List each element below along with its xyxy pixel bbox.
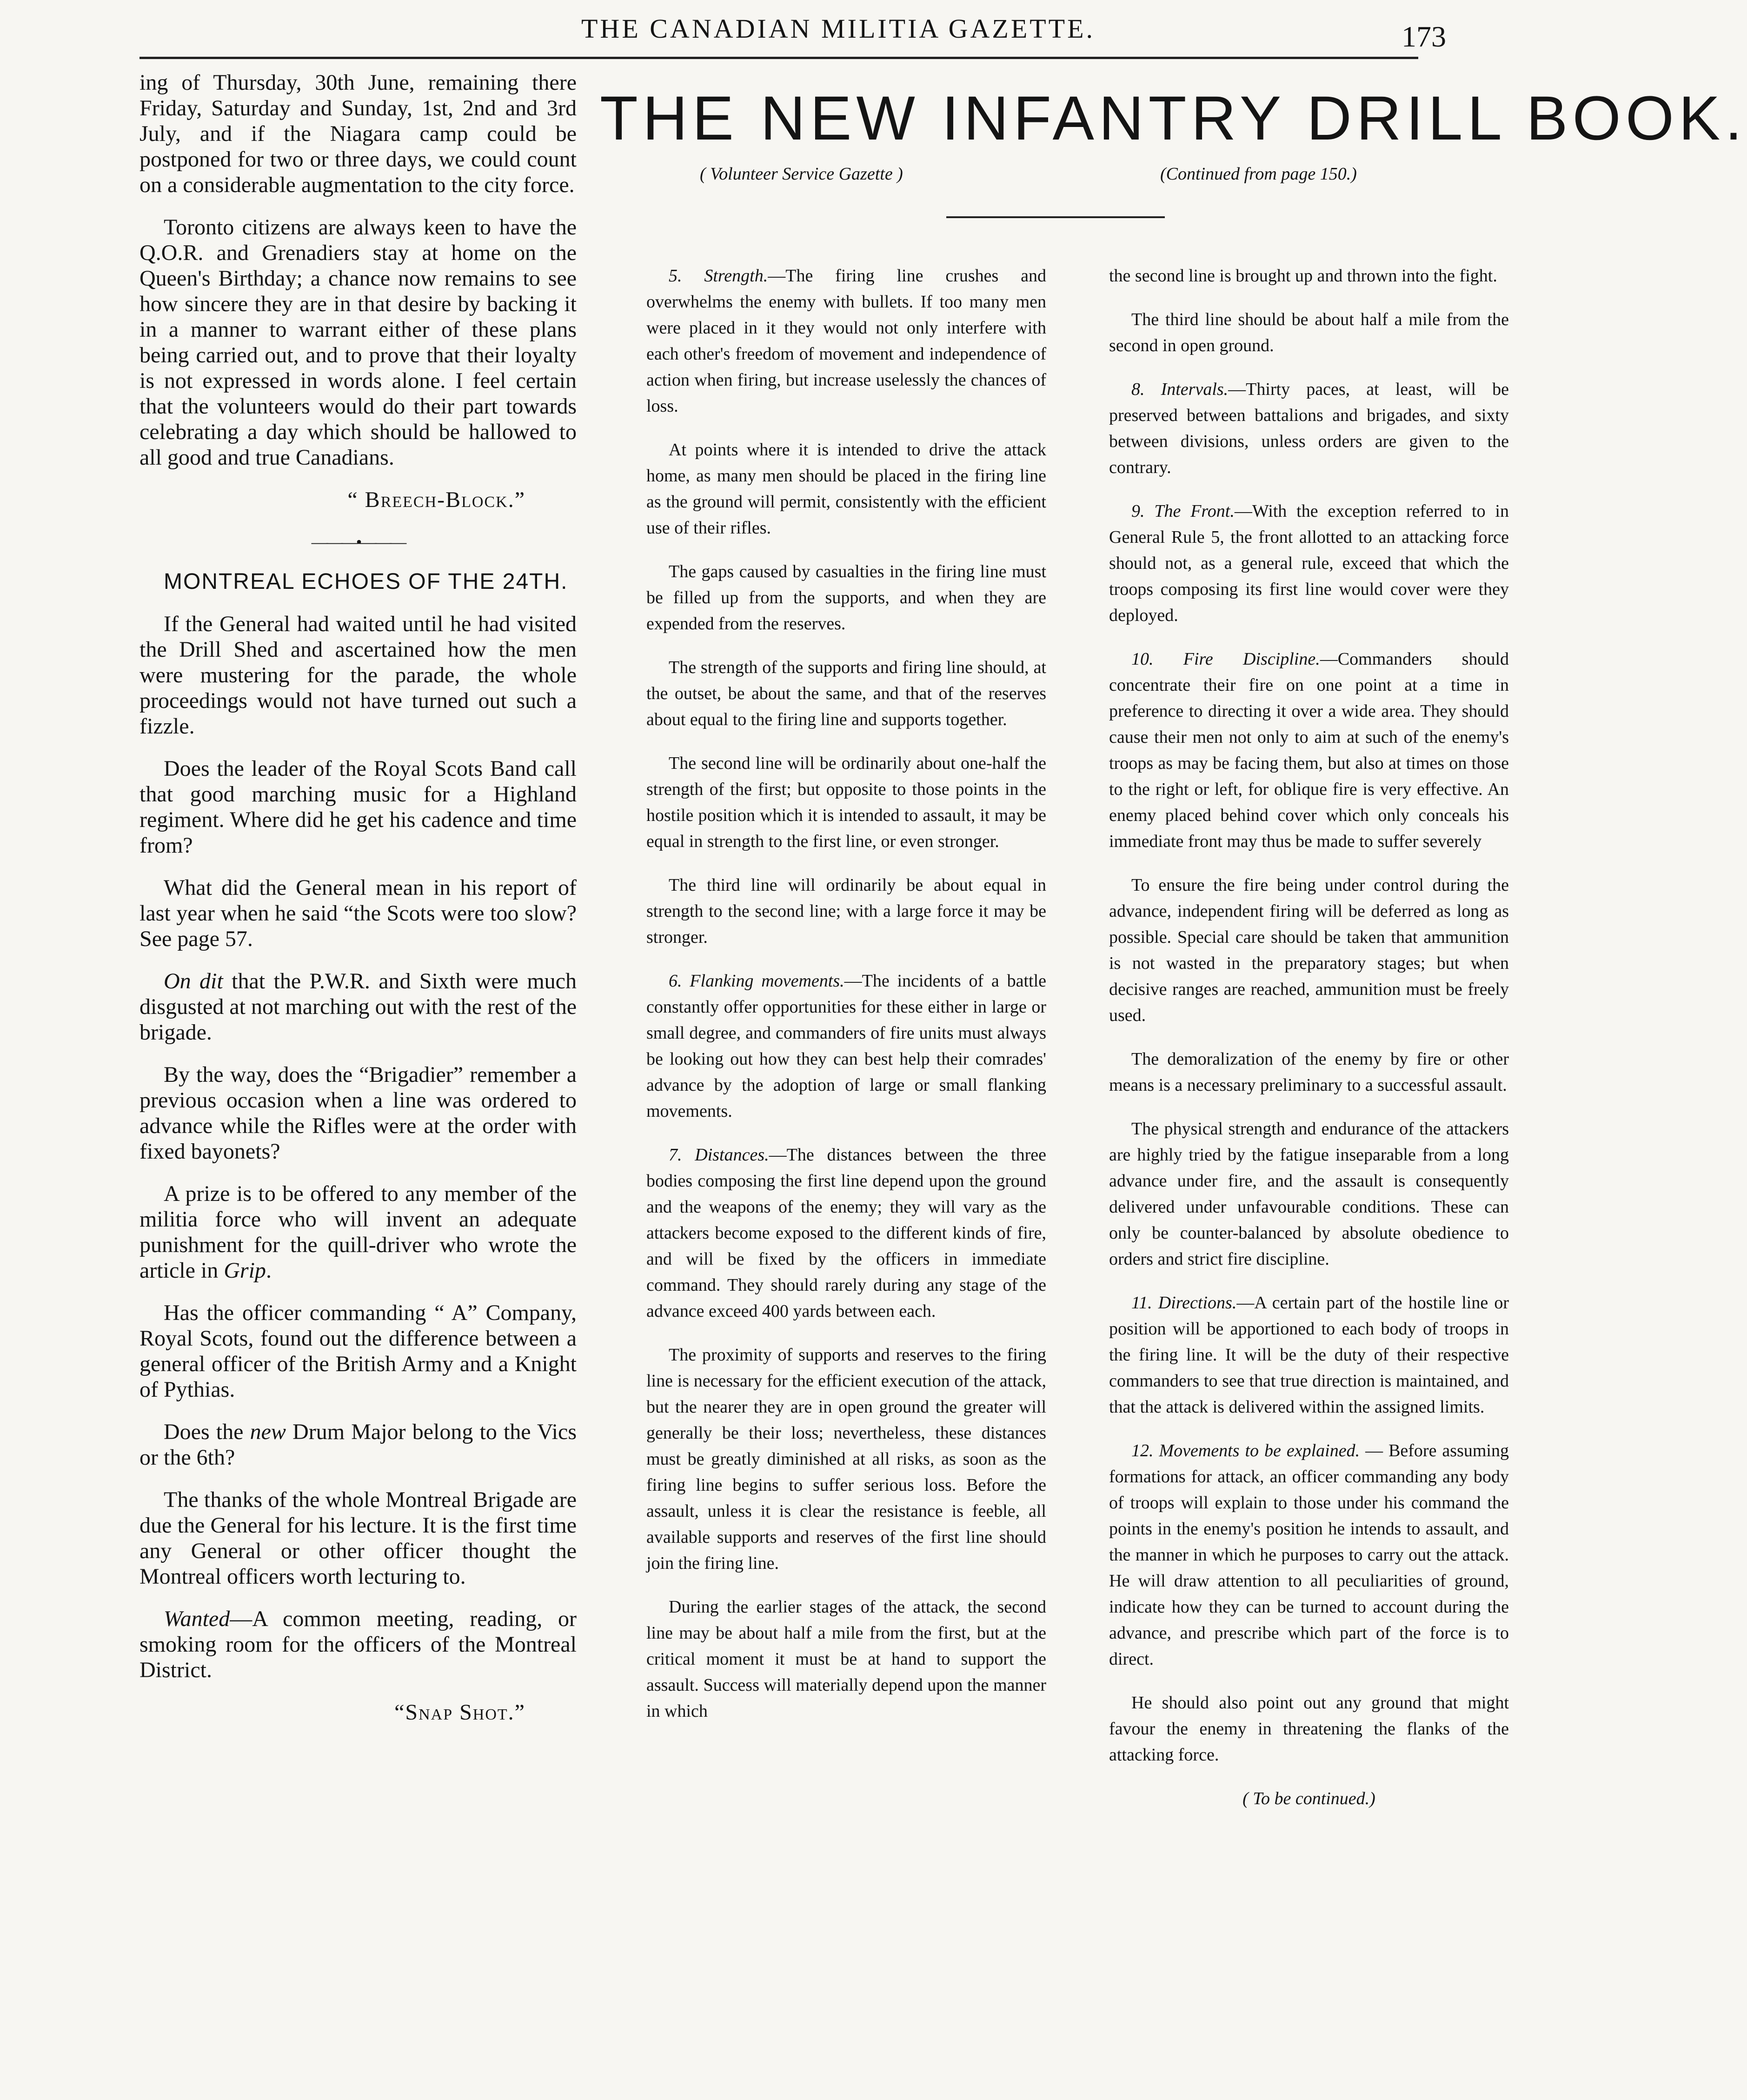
article-paragraph xyxy=(646,437,1046,541)
paragraph-heading: 7. Distances. xyxy=(669,1145,769,1165)
paragraph-text: —The firing line crushes and overwhelms the enemy with bullets. If too many men were placed in it they would not only interfere with each other's freedom of movement and independence of action when firing, but increase uselessly the chances of loss. xyxy=(646,266,1047,416)
paragraph xyxy=(139,968,577,1045)
paragraph xyxy=(139,1181,577,1283)
paragraph: What did the General mean in his report of last year when he said “the Scots were too slow? See page 57. xyxy=(139,875,577,951)
paragraph-heading: 11. Directions. xyxy=(1131,1293,1237,1313)
article-paragraph xyxy=(1109,1046,1509,1098)
to-be-continued: ( To be continued.) xyxy=(1242,1789,1375,1808)
article-column-1 xyxy=(646,263,1046,1742)
grip-title: Grip xyxy=(224,1258,266,1283)
ondit-lead: On dit xyxy=(164,969,223,993)
paragraph: Does the leader of the Royal Scots Band call that good marching music for a Highland regiment. Where did he get his cadence and time from? xyxy=(139,756,577,858)
signature: “Snap Shot.” xyxy=(394,1700,525,1725)
article-paragraph xyxy=(1109,376,1509,480)
paragraph-text: The physical strength and endurance of the attackers are highly tried by the fatigue inseparable from a long advance under fire, and the assault is consequently delivered under unfavourable conditions. These can only be counter-balanced by absolute obedience to orders and strict fire discipline. xyxy=(1109,1119,1509,1269)
paragraph-text: —A certain part of the hostile line or position will be apportioned to each body of troops in the firing line. It will be the duty of their respective commanders to see that true direction is maintained, and that the attack is delivered within the assigned limits. xyxy=(1109,1293,1509,1417)
article-paragraph xyxy=(646,750,1046,854)
paragraph-text: To ensure the fire being under control during the advance, independent firing will be deferred as long as possible. Special care should be taken that ammunition is not wasted in the preparatory stages; but when decisive ranges are reached, ammunition must be freely used. xyxy=(1109,875,1509,1025)
paragraph-heading: 5. Strength. xyxy=(669,266,768,286)
drum-text-a: Does the xyxy=(164,1420,250,1444)
paragraph-text: — Before assuming formations for attack, an officer commanding any body of troops will explain to those under his command the points in the enemy's position he intends to assault, and the manner in which he purposes to carry out the attack. He will draw attention to all peculiarities of ground, indicate how they can be turned to account during the advance, and prescribe which part of the force is to direct. xyxy=(1109,1441,1509,1669)
paragraph-text: —Commanders should concentrate their fire on one point at a time in preference to directing it over a wide area. They should cause their men not only to aim at such of the enemy's troops as may be facing them, but also at times on those to the right or left, for oblique fire is very effective. An enemy placed behind cover which only conceals his immediate front may thus be made to suffer severely xyxy=(1109,649,1509,851)
paragraph-text: The third line should be about half a mile from the second in open ground. xyxy=(1109,310,1509,355)
paragraph-text: During the earlier stages of the attack, the second line may be about half a mile from the first, but at the critical moment it must be at hand to support the assault. Success will materially depend upon the manner in which xyxy=(646,1597,1046,1721)
paragraph-text: He should also point out any ground that might favour the enemy in threatening the flanks of the attacking force. xyxy=(1109,1693,1509,1765)
article-paragraph xyxy=(646,1142,1046,1324)
page-number: 173 xyxy=(1402,20,1446,53)
paragraph-text: The proximity of supports and reserves to the firing line is necessary for the efficient execution of the attack, but the nearer they are in open ground the greater will generally be their loss; nevertheless, these distances must be greatly diminished at all risks, as soon as the firing line begins to suffer serious loss. Before the assault, unless it is clear the resistance is feeble, all available supports and reserves of the first line should join the firing line. xyxy=(646,1345,1046,1573)
paragraph-heading: 6. Flanking movements. xyxy=(669,971,844,991)
article-continued: (Continued from page 150.) xyxy=(1160,164,1357,184)
wanted-text: —A common meeting, reading, or smoking room for the officers of the Montreal District. xyxy=(139,1607,577,1682)
article-paragraph xyxy=(1109,1290,1509,1420)
paragraph: Toronto citizens are always keen to have the Q.O.R. and Grenadiers stay at home on the Queen's Birthday; a chance now remains to see how sincere they are in that desire by backing it in a manner to warrant either of these plans being carried out, and to prove that their loyalty is not expressed in words alone. I feel certain that the volunteers would do their part towards celebrating a day which should be hallowed to all good and true Canadians. xyxy=(139,215,577,470)
ondit-text: that the P.W.R. and Sixth were much disgusted at not marching out with the rest of the brigade. xyxy=(139,969,577,1045)
article-paragraph xyxy=(646,1342,1046,1576)
masthead-rule xyxy=(139,57,1418,59)
article-title: THE NEW INFANTRY DRILL BOOK. xyxy=(600,84,1747,153)
paragraph-text: The demoralization of the enemy by fire or other means is a necessary preliminary to a successful assault. xyxy=(1109,1049,1509,1095)
paragraph-text: —Thirty paces, at least, will be preserved between battalions and brigades, and sixty between divisions, unless orders are given to the contrary. xyxy=(1109,380,1509,477)
title-rule xyxy=(946,216,1165,218)
article-paragraph xyxy=(1109,1116,1509,1272)
article-column-2 xyxy=(1109,263,1509,1829)
article-paragraph xyxy=(1109,263,1509,289)
article-paragraph xyxy=(646,872,1046,950)
paragraph-heading: 8. Intervals. xyxy=(1131,380,1229,399)
paragraph: If the General had waited until he had visited the Drill Shed and ascertained how the men were mustering for the parade, the whole proceedings would not have turned out such a fizzle. xyxy=(139,612,577,739)
paragraph: Has the officer commanding “ A” Company, Royal Scots, found out the difference between a general officer of the British Army and a Knight of Pythias. xyxy=(139,1300,577,1402)
article-paragraph xyxy=(646,1594,1046,1724)
article-paragraph xyxy=(646,654,1046,733)
article-paragraph xyxy=(1109,1438,1509,1672)
paragraph-text: —With the exception referred to in General Rule 5, the front allotted to an attacking force should not, as a general rule, exceed that which the troops composing its first line would cover were they deployed. xyxy=(1109,501,1509,625)
paragraph-text: The third line will ordinarily be about equal in strength to the second line; with a large force it may be stronger. xyxy=(646,875,1046,947)
drum-text-b: Drum Major belong to the Vics or the 6th? xyxy=(139,1420,577,1470)
drum-new: new xyxy=(250,1420,286,1444)
masthead xyxy=(139,9,1488,51)
wanted-lead: Wanted xyxy=(164,1607,230,1631)
prize-text: A prize is to be offered to any member of the militia force who will invent an adequate punishment for the quill-driver who wrote the article in xyxy=(139,1181,577,1283)
paragraph-text: —The incidents of a battle constantly offer opportunities for these either in large or small degree, and commanders of fire units must always be looking out how they can best help their comrades' advance by the adoption of large or small flanking movements. xyxy=(646,971,1046,1121)
paragraph-heading: 12. Movements to be explained. xyxy=(1131,1441,1360,1460)
paragraph: By the way, does the “Brigadier” remember a previous occasion when a line was ordered to advance while the Rifles were at the order with fixed bayonets? xyxy=(139,1062,577,1164)
article-paragraph xyxy=(646,968,1046,1124)
paragraph-text: The second line will be ordinarily about one-half the strength of the first; but opposite to those points in the hostile position which it is intended to assault, it may be equal in strength to the first line, or even stronger. xyxy=(646,753,1046,851)
article-paragraph xyxy=(646,263,1046,419)
paragraph xyxy=(139,1419,577,1470)
left-column xyxy=(139,70,577,1742)
article-paragraph xyxy=(1109,872,1509,1028)
article-paragraph xyxy=(646,559,1046,637)
article-paragraph xyxy=(1109,307,1509,359)
paragraph xyxy=(139,1606,577,1683)
paragraph-text: The gaps caused by casualties in the firing line must be filled up from the supports, and when they are expended from the reserves. xyxy=(646,562,1046,633)
section-title: MONTREAL ECHOES OF THE 24TH. xyxy=(164,569,568,594)
newspaper-title: THE CANADIAN MILITIA GAZETTE. xyxy=(581,13,1096,44)
article-paragraph xyxy=(1109,646,1509,854)
section-divider: ———•——— xyxy=(311,533,405,551)
article-source: ( Volunteer Service Gazette ) xyxy=(700,164,903,184)
paragraph-text: At points where it is intended to drive the attack home, as many men should be placed in the firing line as the ground will permit, consistently with the efficient use of their rifles. xyxy=(646,440,1046,538)
signature: “ Breech-Block.” xyxy=(347,487,525,512)
paragraph-text: —The distances between the three bodies composing the first line depend upon the ground and the weapons of the enemy; they will vary as the attackers become exposed to the different kinds of fire, and will be fixed by the officers in immediate command. They should rarely during any stage of the advance exceed 400 yards between each. xyxy=(646,1145,1046,1321)
paragraph: ing of Thursday, 30th June, remaining there Friday, Saturday and Sunday, 1st, 2nd and 3rd July, and if the Niagara camp could be postponed for two or three days, we could count on a considerable augmentation to the city force. xyxy=(139,70,577,197)
article-paragraph xyxy=(1109,1690,1509,1768)
article-paragraph xyxy=(1109,498,1509,628)
prize-end: . xyxy=(266,1258,272,1283)
paragraph-text: the second line is brought up and thrown into the fight. xyxy=(1109,266,1497,286)
paragraph-heading: 9. The Front. xyxy=(1131,501,1235,521)
paragraph-text: The strength of the supports and firing line should, at the outset, be about the same, and that of the reserves about equal to the firing line and supports together. xyxy=(646,658,1046,729)
paragraph-heading: 10. Fire Discipline. xyxy=(1131,649,1320,669)
paragraph: The thanks of the whole Montreal Brigade are due the General for his lecture. It is the first time any General or other officer thought the Montreal officers worth lecturing to. xyxy=(139,1487,577,1589)
